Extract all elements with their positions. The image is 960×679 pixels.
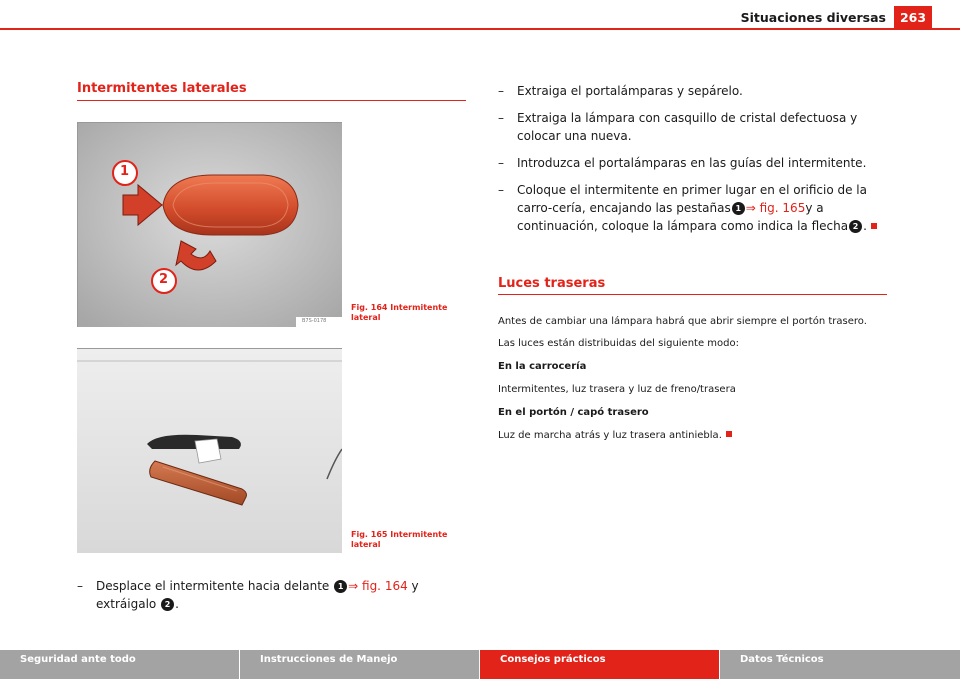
page-number: 263 xyxy=(894,6,932,30)
fig-164-reference-link[interactable]: ⇒ fig. 164 xyxy=(348,579,408,593)
heading-carroceria: En la carrocería xyxy=(498,361,587,372)
figure-164-image-code: B7S-0178 xyxy=(302,318,327,324)
footer-tab-instrucciones[interactable]: Instrucciones de Manejo xyxy=(240,650,479,679)
text-carroceria: Intermitentes, luz trasera y luz de freno/trasera xyxy=(498,384,736,395)
marker-1: 1 xyxy=(334,580,347,593)
bullet-dash: – xyxy=(498,84,504,98)
right-bullet-1 xyxy=(498,82,888,100)
section-rule-2 xyxy=(498,294,887,295)
figure-164-label-1: 1 xyxy=(120,164,130,179)
section-title-intermitentes: Intermitentes laterales xyxy=(77,81,247,96)
figure-164 xyxy=(77,122,342,327)
figure-165-illustration xyxy=(77,349,342,553)
right-bullet-2 xyxy=(498,109,888,145)
section-rule xyxy=(77,100,466,101)
bullet-text: Extraiga la lámpara con casquillo de cristal defectuosa y colocar una nueva. xyxy=(517,111,858,143)
figure-164-label-2: 2 xyxy=(159,272,169,287)
figure-164-illustration xyxy=(78,123,342,327)
bullet-dash: – xyxy=(498,183,504,197)
bullet-text-after: y extráigalo xyxy=(96,579,419,611)
footer-nav xyxy=(0,650,960,679)
footer-tab-datos-tecnicos[interactable]: Datos Técnicos xyxy=(720,650,960,679)
bullet-dash: – xyxy=(498,111,504,125)
footer-tab-consejos[interactable]: Consejos prácticos xyxy=(480,650,719,679)
fig-165-reference-link[interactable]: ⇒ fig. 165 xyxy=(745,201,806,215)
header-title: Situaciones diversas xyxy=(740,10,886,25)
bullet-text-middle: y a continuación, coloque la lámpara como indica la flecha xyxy=(517,201,849,233)
figure-165-caption: Fig. 165 Intermitente lateral xyxy=(351,530,448,549)
bullet-end: . xyxy=(175,597,179,611)
figure-164-caption: Fig. 164 Intermitente lateral xyxy=(351,303,448,322)
paragraph-1: Antes de cambiar una lámpara habrá que abrir siempre el portón trasero. xyxy=(498,316,867,327)
right-bullet-4 xyxy=(498,181,888,235)
bullet-text-before: Coloque el intermitente en primer lugar en el orificio de la carro-cería, encajando las pestañas xyxy=(517,183,867,215)
bullet-dash: – xyxy=(498,156,504,170)
end-of-section-icon xyxy=(726,431,732,437)
bullet-text: Introduzca el portalámparas en las guías del intermitente. xyxy=(517,156,867,170)
marker-1: 1 xyxy=(732,202,745,215)
bullet-text: Extraiga el portalámparas y sepárelo. xyxy=(517,84,743,98)
text-porton-line xyxy=(498,429,888,442)
marker-2: 2 xyxy=(161,598,174,611)
marker-2: 2 xyxy=(849,220,862,233)
left-bullet xyxy=(77,577,472,613)
paragraph-2: Las luces están distribuidas del siguiente modo: xyxy=(498,338,739,349)
text-porton: Luz de marcha atrás y luz trasera antiniebla. xyxy=(498,430,722,441)
bullet-dash: – xyxy=(77,579,83,593)
section-title-luces-traseras: Luces traseras xyxy=(498,276,606,291)
bullet-end: . xyxy=(863,219,867,233)
bullet-text-before: Desplace el intermitente hacia delante xyxy=(96,579,334,593)
header-rule xyxy=(0,28,960,30)
footer-tab-seguridad[interactable]: Seguridad ante todo xyxy=(0,650,239,679)
heading-porton: En el portón / capó trasero xyxy=(498,407,649,418)
end-of-section-icon xyxy=(871,223,877,229)
right-bullet-3 xyxy=(498,154,888,172)
figure-165 xyxy=(77,348,342,553)
